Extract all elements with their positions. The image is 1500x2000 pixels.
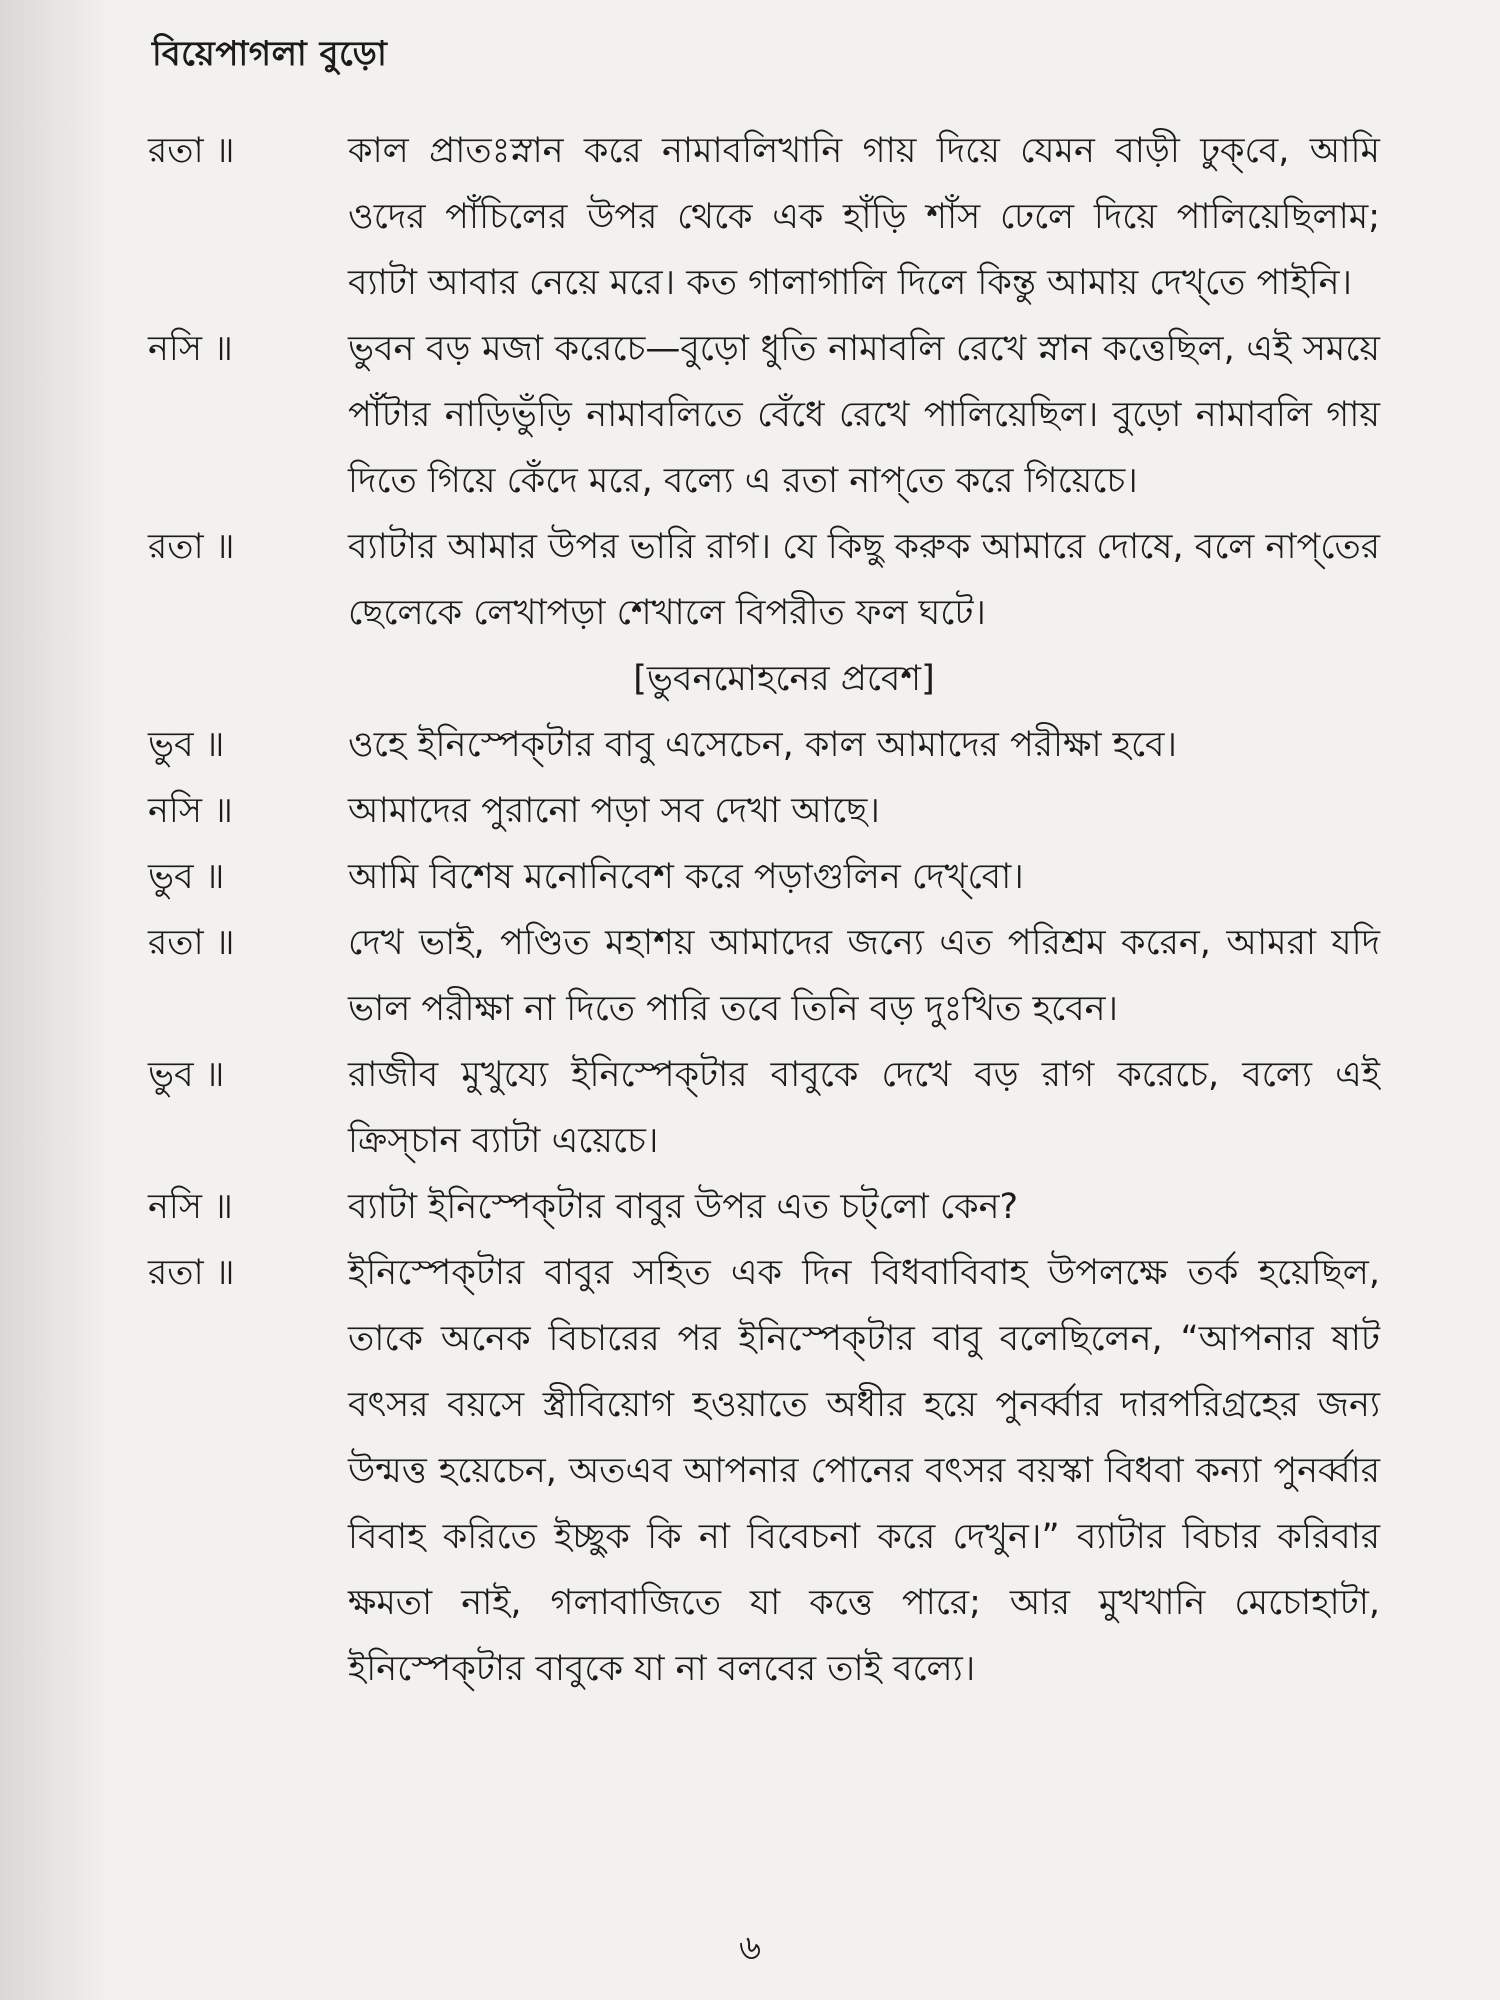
- speech-text: ব্যাটা ইনিস্পেক্‌টার বাবুর উপর এত চট্‌লো কেন?: [348, 1187, 1019, 1227]
- speech-text: ব্যাটার আমার উপর ভারি রাগ। যে কিছু করুক আমারে দোষে, বলে নাপ্‌তের ছেলেকে লেখাপড়া শেখালে বিপরীত ফল ঘটে।: [348, 527, 1380, 633]
- speech-text: কাল প্রাতঃস্নান করে নামাবলিখানি গায় দিয়ে যেমন বাড়ী ঢুক্‌বে, আমি ওদের পাঁচিলের উপর থেকে এক হাঁড়ি শাঁস ঢেলে দিয়ে পালিয়েছিলাম; ব্যাটা আবার নেয়ে মরে। কত গালাগালি দিলে কিন্তু আমায় দেখ্‌তে পাইনি।: [348, 131, 1380, 303]
- speech-text: দেখ ভাই, পণ্ডিত মহাশয় আমাদের জন্যে এত পরিশ্রম করেন, আমরা যদি ভাল পরীক্ষা না দিতে পারি তবে তিনি বড় দুঃখিত হবেন।: [348, 923, 1380, 1029]
- page-number: ৬: [738, 1928, 762, 1968]
- dialogue-entry: [148, 1042, 1380, 1174]
- speech-text: আমি বিশেষ মনোনিবেশ করে পড়াগুলিন দেখ্‌বো।: [348, 857, 1024, 897]
- dialogue-entry: [148, 1240, 1380, 1702]
- dialogue-body: [148, 118, 1380, 1702]
- speaker-label: রতা ॥: [148, 923, 235, 963]
- speech-text: আমাদের পুরানো পড়া সব দেখা আছে।: [348, 791, 880, 831]
- speaker-label: ভুব ॥: [148, 1055, 225, 1095]
- speech-text: রাজীব মুখুয্যে ইনিস্পেক্‌টার বাবুকে দেখে বড় রাগ করেচে, বল্যে এই ক্রিস্‌চান ব্যাটা এয়েচে।: [348, 1055, 1380, 1161]
- speaker-label: ভুব ॥: [148, 857, 225, 897]
- speaker-label: নসি ॥: [148, 791, 233, 831]
- speech-text: ইনিস্পেক্‌টার বাবুর সহিত এক দিন বিধবাবিবাহ উপলক্ষে তর্ক হয়েছিল, তাকে অনেক বিচারের পর ইনিস্পেক্‌টার বাবু বলেছিলেন, “আপনার ষাট বৎসর বয়সে স্ত্রীবিয়োগ হওয়াতে অধীর হয়ে পুনর্ব্বার দারপরিগ্রহের জন্য উন্মত্ত হয়েচেন, অতএব আপনার পোনের বৎসর বয়স্কা বিধবা কন্যা পুনর্ব্বার বিবাহ করিতে ইচ্ছুক কি না বিবেচনা করে দেখুন।” ব্যাটার বিচার করিবার ক্ষমতা নাই, গলাবাজিতে যা কত্তে পারে; আর মুখখানি মেচোহাটা, ইনিস্পেক্‌টার বাবুকে যা না বলবের তাই বল্যে।: [348, 1253, 1380, 1689]
- speech-text: ওহে ইনিস্পেক্‌টার বাবু এসেচেন, কাল আমাদের পরীক্ষা হবে।: [348, 725, 1178, 765]
- speech-text: ভুবন বড় মজা করেচে—বুড়ো ধুতি নামাবলি রেখে স্নান কত্তেছিল, এই সময়ে পাঁটার নাড়িভুঁড়ি নামাবলিতে বেঁধে রেখে পালিয়েছিল। বুড়ো নামাবলি গায় দিতে গিয়ে কেঁদে মরে, বল্যে এ রতা নাপ্‌তে করে গিয়েচে।: [348, 329, 1380, 501]
- speaker-label: রতা ॥: [148, 131, 235, 171]
- dialogue-entry: [148, 316, 1380, 514]
- speaker-label: ভুব ॥: [148, 725, 225, 765]
- speaker-label: রতা ॥: [148, 1253, 235, 1293]
- stage-direction: [ভুবনমোহনের প্রবেশ]: [633, 659, 935, 699]
- dialogue-entry: [148, 778, 1380, 844]
- page-gutter-shadow: [0, 0, 110, 2000]
- dialogue-entry: [148, 844, 1380, 910]
- dialogue-entry: [148, 910, 1380, 1042]
- speaker-label: নসি ॥: [148, 1187, 233, 1227]
- dialogue-entry: [148, 514, 1380, 646]
- running-head: বিয়েপাগলা বুড়ো: [152, 34, 388, 74]
- dialogue-entry: [148, 712, 1380, 778]
- speaker-label: নসি ॥: [148, 329, 233, 369]
- speaker-label: রতা ॥: [148, 527, 235, 567]
- dialogue-entry: [148, 1174, 1380, 1240]
- dialogue-entry: [148, 118, 1380, 316]
